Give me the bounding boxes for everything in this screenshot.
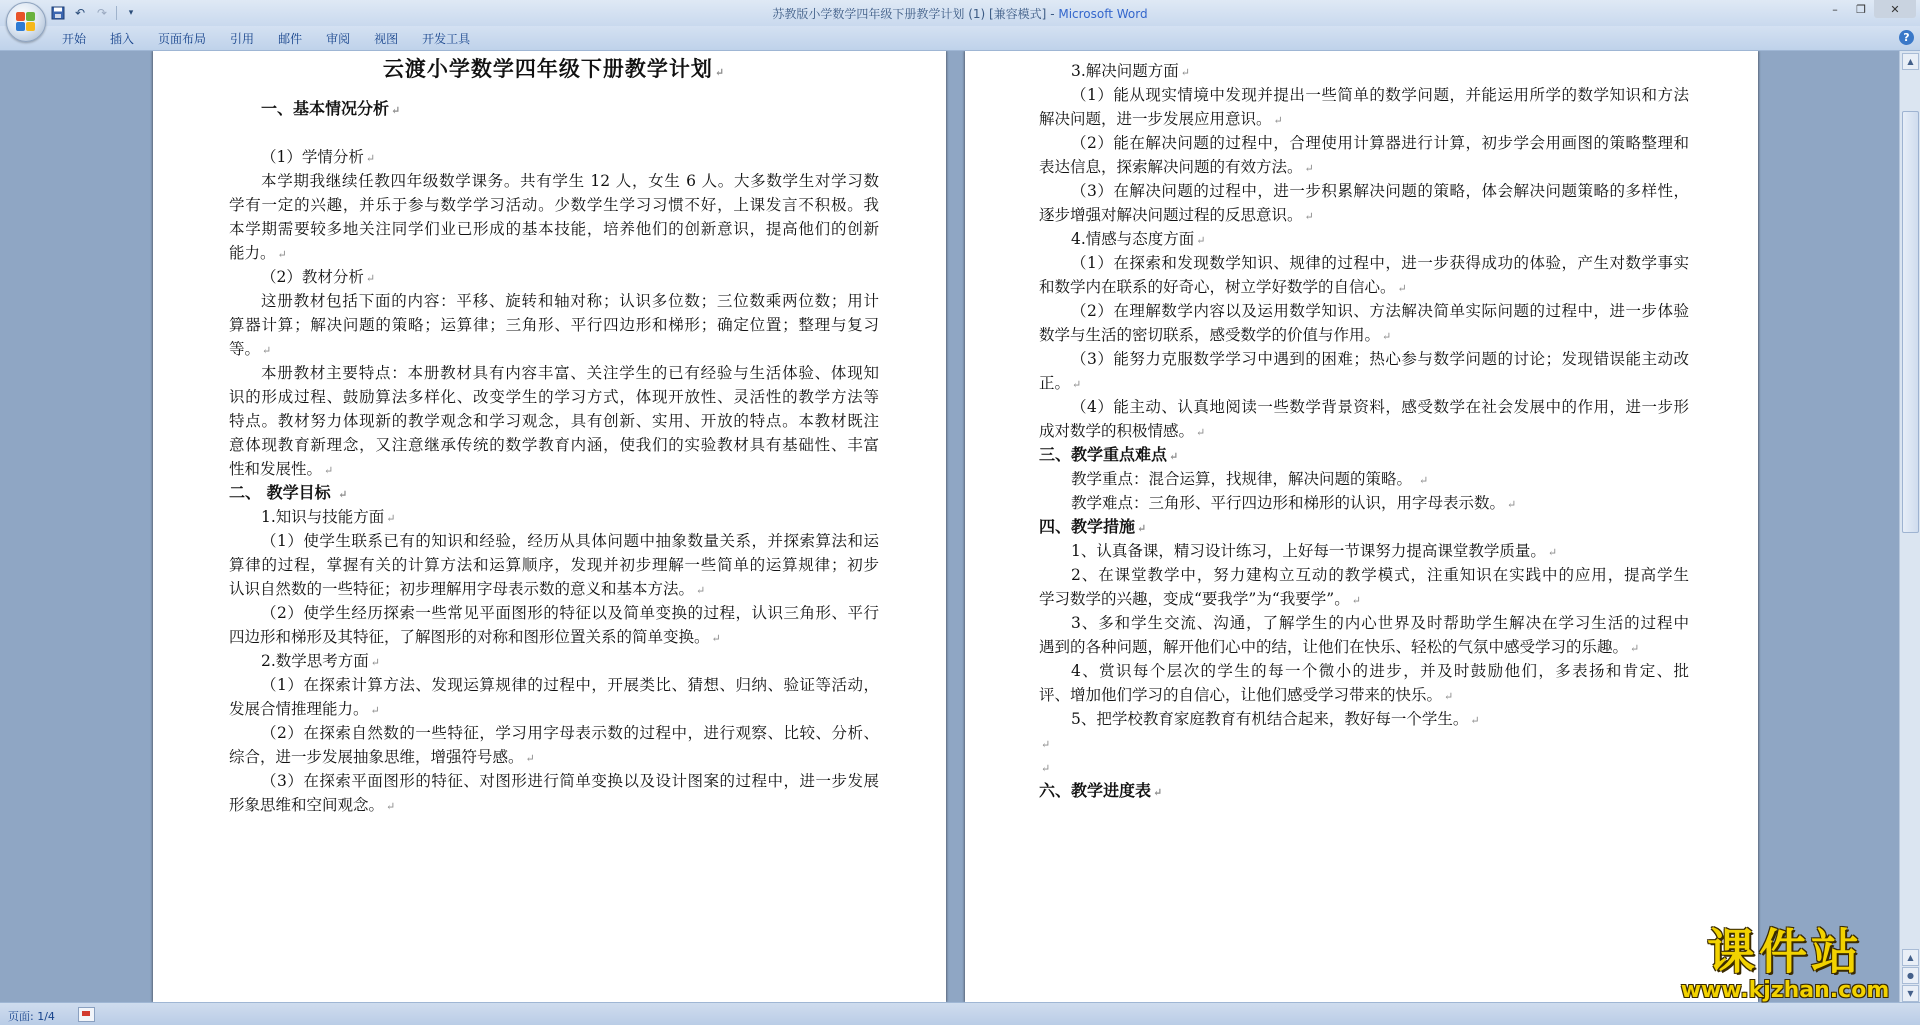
text-line — [1039, 299, 1689, 323]
text-line — [229, 793, 879, 817]
line-text — [229, 601, 879, 625]
ribbon-tab-bar — [0, 26, 1920, 51]
page-2-content — [1039, 59, 1689, 803]
line-text — [1039, 155, 1689, 181]
text-line — [229, 745, 879, 769]
line-content: 4、赏识每个层次的学生的每一个微小的进步，并及时鼓励他们，多表扬和肯定、批 — [1071, 662, 1689, 680]
paragraph-mark: ↵ — [262, 344, 272, 357]
paragraph-mark: ↵ — [1397, 282, 1407, 295]
line-text — [1039, 347, 1689, 371]
line-text — [229, 265, 879, 291]
line-text — [1039, 59, 1689, 85]
text-line — [229, 457, 879, 481]
blank-line — [1039, 755, 1689, 779]
title-bar — [0, 0, 1920, 27]
line-content: 等。 — [229, 340, 261, 358]
paragraph-mark: ↵ — [1196, 426, 1206, 439]
line-content: （2）教材分析 — [261, 268, 364, 286]
line-text — [229, 457, 879, 483]
line-text — [1039, 251, 1689, 275]
line-content: （4）能主动、认真地阅读一些数学背景资料，感受数学在社会发展中的作用，进一步形 — [1071, 398, 1689, 416]
text-line — [1039, 323, 1689, 347]
line-text — [1039, 275, 1689, 301]
text-line — [229, 217, 879, 241]
qat-separator — [116, 6, 117, 20]
ribbon-tab[interactable]: 开始 — [62, 32, 87, 46]
line-content: 识的形成过程、鼓励算法多样化、改变学生的学习方式，体现开放性、灵活性的教学方法等 — [229, 388, 879, 406]
text-line — [1039, 203, 1689, 227]
text-line — [1039, 107, 1689, 131]
title-text: 云渡小学数学四年级下册教学计划 — [382, 56, 713, 81]
text-line — [1039, 347, 1689, 371]
office-button[interactable] — [6, 2, 46, 42]
paragraph-mark: ↵ — [1072, 378, 1082, 391]
ribbon-tab[interactable]: 审阅 — [326, 32, 351, 46]
ribbon-tab[interactable]: 邮件 — [278, 32, 303, 46]
status-bar — [0, 1002, 1920, 1025]
line-content: 四边形和梯形及其特征，了解图形的对称和图形位置关系的简单变换。 — [229, 628, 710, 646]
line-content: （2）在理解数学内容以及运用数学知识、方法解决简单实际问题的过程中，进一步体验 — [1071, 302, 1689, 320]
line-text — [229, 169, 879, 193]
line-text — [1039, 107, 1689, 133]
quick-access-toolbar — [50, 4, 139, 22]
line-text — [229, 673, 879, 697]
line-text — [1039, 611, 1689, 635]
paragraph-mark: ↵ — [1630, 642, 1640, 655]
line-content: 2.数学思考方面 — [261, 652, 369, 670]
line-text — [229, 625, 879, 651]
text-line — [1039, 563, 1689, 587]
line-text — [229, 577, 879, 603]
text-line — [229, 169, 879, 193]
text-line — [229, 649, 879, 673]
window-controls — [1822, 0, 1916, 20]
paragraph-mark: ↵ — [391, 104, 401, 117]
line-content: （3）在解决问题的过程中，进一步积累解决问题的策略，体会解决问题策略的多样性， — [1071, 182, 1689, 200]
text-line — [1039, 659, 1689, 683]
line-text — [1039, 443, 1689, 469]
line-content: 3.解决问题方面 — [1071, 62, 1179, 80]
paragraph-mark: ↵ — [1273, 114, 1283, 127]
text-line — [1039, 371, 1689, 395]
text-line — [229, 385, 879, 409]
line-content: （1）能从现实情境中发现并提出一些简单的数学问题，并能运用所学的数学知识和方法 — [1071, 86, 1689, 104]
line-content: （1）在探索计算方法、发现运算规律的过程中，开展类比、猜想、归纳、验证等活动， — [261, 676, 879, 694]
line-text — [229, 505, 879, 531]
line-text — [1039, 779, 1689, 805]
paragraph-mark: ↵ — [1196, 234, 1206, 247]
line-content: 4.情感与态度方面 — [1071, 230, 1195, 248]
scroll-up-icon[interactable]: ▲ — [1902, 53, 1919, 70]
line-content: 逐步增强对解决问题过程的反思意识。 — [1039, 206, 1303, 224]
text-line — [229, 577, 879, 601]
line-content: 发展合情推理能力。 — [229, 700, 369, 718]
text-line — [1039, 227, 1689, 251]
line-content: 本册教材主要特点：本册教材具有内容丰富、关注学生的已有经验与生活体验、体现知 — [261, 364, 879, 382]
text-line — [1039, 131, 1689, 155]
line-text — [1039, 467, 1689, 493]
text-line — [229, 625, 879, 649]
line-content: 2、在课堂教学中，努力建构立互动的教学模式，注重知识在实践中的应用，提高学生 — [1071, 566, 1689, 584]
redo-icon[interactable]: ↷ — [96, 6, 108, 20]
line-text — [229, 97, 879, 123]
blank-line — [229, 121, 879, 145]
line-text — [229, 385, 879, 409]
text-line — [1039, 275, 1689, 299]
line-content: 正。 — [1039, 374, 1071, 392]
paragraph-mark: ↵ — [1153, 786, 1163, 799]
line-content: 本学期我继续任教四年级数学课务。共有学生 12 人，女生 6 人。大多数学生对学习数 — [261, 172, 879, 190]
line-text — [1039, 491, 1689, 517]
vertical-scrollbar[interactable] — [1899, 51, 1920, 1002]
text-line — [229, 409, 879, 433]
line-content: 数学与生活的密切联系，感受数学的价值与作用。 — [1039, 326, 1381, 344]
line-content: 教学重点：混合运算，找规律，解决问题的策略。 — [1071, 470, 1417, 488]
line-text — [1039, 707, 1689, 733]
office-logo-icon — [16, 12, 36, 32]
line-content: 三、教学重点难点 — [1039, 445, 1168, 464]
text-line — [1039, 179, 1689, 203]
paragraph-mark: ↵ — [370, 704, 380, 717]
text-line — [229, 313, 879, 337]
line-text — [229, 337, 879, 363]
line-content: 学习数学的兴趣，变成“要我学”为“我要学”。 — [1039, 590, 1350, 608]
line-text — [1039, 731, 1689, 757]
line-content: 成对数学的积极情感。 — [1039, 422, 1195, 440]
page-count[interactable]: 页面: 1/4 — [8, 1010, 55, 1023]
paragraph-mark: ↵ — [1137, 522, 1147, 535]
section-heading — [229, 97, 879, 121]
line-text — [1039, 227, 1689, 253]
text-line — [229, 193, 879, 217]
line-content: 算器计算；解决问题的策略；运算律；三角形、平行四边形和梯形；确定位置；整理与复习 — [229, 316, 879, 334]
text-line — [1039, 539, 1689, 563]
paragraph-mark: ↵ — [1041, 738, 1051, 751]
paragraph-mark: ↵ — [696, 584, 706, 597]
line-content: （1）使学生联系已有的知识和经验，经历从具体问题中抽象数量关系，并探索算法和运 — [261, 532, 879, 550]
line-text — [1039, 203, 1689, 229]
line-content: （3）能努力克服数学学习中遇到的困难；热心参与数学问题的讨论；发现错误能主动改 — [1071, 350, 1689, 368]
line-text — [229, 793, 879, 819]
paragraph-mark: ↵ — [1180, 66, 1191, 79]
paragraph-mark: ↵ — [1470, 714, 1480, 727]
text-line — [229, 241, 879, 265]
text-line — [229, 529, 879, 553]
paragraph-mark: ↵ — [525, 752, 535, 765]
line-content: 形象思维和空间观念。 — [229, 796, 385, 814]
line-text — [229, 529, 879, 553]
watermark-logo — [1670, 925, 1900, 1005]
line-text — [229, 193, 879, 217]
text-line — [1039, 635, 1689, 659]
paragraph-mark: ↵ — [1169, 450, 1179, 463]
line-content: （1）学情分析 — [261, 148, 364, 166]
previous-page-icon[interactable]: ▲ — [1902, 949, 1919, 966]
paragraph-mark: ↵ — [324, 464, 334, 477]
section-heading — [229, 481, 879, 505]
text-line — [1039, 611, 1689, 635]
text-line — [1039, 59, 1689, 83]
paragraph-mark: ↵ — [365, 272, 376, 285]
text-line — [1039, 251, 1689, 275]
paragraph-mark: ↵ — [711, 632, 721, 645]
ribbon-tab[interactable]: 引用 — [230, 32, 255, 46]
line-content: （2）在探索自然数的一些特征，学习用字母表示数的过程中，进行观察、比较、分析、 — [261, 724, 879, 742]
text-line — [1039, 83, 1689, 107]
paragraph-mark: ↵ — [714, 66, 726, 79]
app-name: Microsoft Word — [1058, 7, 1148, 21]
help-icon[interactable]: ? — [1899, 30, 1914, 45]
line-content: 解决问题，进一步发展应用意识。 — [1039, 110, 1272, 128]
line-text — [229, 289, 879, 313]
line-content: （2）能在解决问题的过程中，合理使用计算器进行计算，初步学会用画图的策略整理和 — [1071, 134, 1689, 152]
ribbon-tabs — [50, 29, 482, 49]
line-content: 和数学内在联系的好奇心，树立学好数学的自信心。 — [1039, 278, 1396, 296]
text-line — [229, 265, 879, 289]
line-text — [229, 649, 879, 675]
line-content: 学有一定的兴趣，并乐于参与数学学习活动。少数学生学习习惯不好，上课发言不积极。我 — [229, 196, 879, 214]
line-content: 六、教学进度表 — [1039, 781, 1152, 800]
line-content: 1.知识与技能方面 — [261, 508, 385, 526]
text-line — [229, 697, 879, 721]
page-1[interactable] — [153, 51, 946, 1002]
ribbon-tab[interactable]: 视图 — [374, 32, 399, 46]
paragraph-mark: ↵ — [277, 248, 287, 261]
paragraph-mark: ↵ — [386, 800, 396, 813]
line-content: 这册教材包括下面的内容：平移、旋转和轴对称；认识多位数；三位数乘两位数；用计 — [261, 292, 879, 310]
line-text — [1039, 635, 1689, 661]
line-content: 二、 教学目标 — [229, 483, 337, 502]
line-content: 本学期需要较多地关注同学们业已形成的基本技能，培养他们的创新意识，提高他们的创新 — [229, 220, 879, 238]
ribbon-tab[interactable]: 开发工具 — [422, 32, 471, 46]
section-heading — [1039, 443, 1689, 467]
line-text — [1039, 179, 1689, 203]
ribbon-tab[interactable]: 页面布局 — [158, 32, 207, 46]
text-line — [229, 721, 879, 745]
line-text — [1039, 587, 1689, 613]
line-content: 遇到的各种问题，解开他们心中的结，让他们在快乐、轻松的气氛中感受学习的乐趣。 — [1039, 638, 1629, 656]
page-2[interactable] — [965, 51, 1758, 1002]
text-line — [1039, 491, 1689, 515]
restore-button[interactable]: ❐ — [1856, 2, 1866, 16]
line-text — [229, 769, 879, 793]
line-content: 5、把学校教育家庭教育有机结合起来，教好每一个学生。 — [1071, 710, 1469, 728]
line-content: 能力。 — [229, 244, 276, 262]
paragraph-mark: ↵ — [1507, 498, 1517, 511]
undo-icon[interactable]: ↶ — [74, 6, 86, 20]
text-line — [1039, 419, 1689, 443]
save-icon[interactable] — [50, 5, 66, 21]
line-text — [229, 409, 879, 433]
line-content: 认识自然数的一些特征；初步理解用字母表示数的意义和基本方法。 — [229, 580, 695, 598]
line-text — [229, 553, 879, 577]
line-text — [229, 481, 879, 507]
text-line — [1039, 707, 1689, 731]
customize-qat-icon[interactable]: ▾ — [128, 8, 134, 18]
line-text — [1039, 515, 1689, 541]
document-title-heading — [229, 53, 879, 85]
line-text — [229, 241, 879, 267]
next-page-icon[interactable]: ▼ — [1902, 985, 1919, 1002]
title-separator: - — [1046, 7, 1059, 21]
line-text — [229, 313, 879, 337]
close-button[interactable]: ✕ — [1874, 0, 1916, 18]
text-line — [229, 673, 879, 697]
watermark-url: www.kjzhan.com — [1680, 978, 1890, 1003]
line-content: （2）使学生经历探索一些常见平面图形的特征以及简单变换的过程，认识三角形、平行 — [261, 604, 879, 622]
line-text — [1039, 755, 1689, 781]
line-text — [1039, 659, 1689, 683]
line-content: 一、基本情况分析 — [261, 99, 390, 118]
paragraph-mark: ↵ — [1351, 594, 1361, 607]
text-line — [1039, 683, 1689, 707]
section-heading — [1039, 779, 1689, 803]
minimize-button[interactable]: – — [1832, 2, 1838, 16]
line-text — [1039, 563, 1689, 587]
line-text — [229, 145, 879, 171]
line-text — [1039, 395, 1689, 419]
line-text — [1039, 83, 1689, 107]
paragraph-mark: ↵ — [1418, 474, 1429, 487]
line-content: 评、增加他们学习的自信心，让他们感受学习带来的快乐。 — [1039, 686, 1443, 704]
paragraph-mark: ↵ — [1304, 162, 1314, 175]
text-line — [229, 289, 879, 313]
line-text — [1039, 131, 1689, 155]
text-line — [229, 433, 879, 457]
browse-object-icon[interactable]: ● — [1902, 967, 1919, 984]
line-content: （1）在探索和发现数学知识、规律的过程中，进一步获得成功的体验，产生对数学事实 — [1071, 254, 1689, 272]
window-title — [0, 5, 1920, 22]
text-line — [229, 553, 879, 577]
line-content: 算律的过程，掌握有关的计算方法和运算顺序，发现并初步理解一些简单的运算规律；初步 — [229, 556, 879, 574]
text-line — [229, 337, 879, 361]
page-1-content — [229, 53, 879, 817]
line-content: 性和发展性。 — [229, 460, 323, 478]
paragraph-mark: ↵ — [1382, 330, 1392, 343]
line-text — [1039, 419, 1689, 445]
line-text — [229, 697, 879, 723]
line-content: 表达信息，探索解决问题的有效方法。 — [1039, 158, 1303, 176]
line-text — [1039, 683, 1689, 709]
ribbon-tab[interactable]: 插入 — [110, 32, 135, 46]
paragraph-mark: ↵ — [338, 488, 348, 501]
line-text — [229, 433, 879, 457]
line-text — [229, 361, 879, 385]
line-text — [1039, 323, 1689, 349]
blank-line — [1039, 731, 1689, 755]
paragraph-mark: ↵ — [365, 152, 376, 165]
line-content: 3、多和学生交流、沟通，了解学生的内心世界及时帮助学生解决在学习生活的过程中 — [1071, 614, 1689, 632]
line-content: 1、认真备课，精习设计练习，上好每一节课努力提高课堂教学质量。 — [1071, 542, 1546, 560]
watermark-main-text: 课件站 — [1706, 924, 1863, 980]
paragraph-mark: ↵ — [1304, 210, 1314, 223]
scroll-thumb[interactable] — [1902, 111, 1919, 533]
line-content: 教学难点：三角形、平行四边形和梯形的认识，用字母表示数。 — [1071, 494, 1506, 512]
paragraph-mark: ↵ — [1547, 546, 1558, 559]
line-content: 意体现教育新理念，又注意继承传统的数学教育内涵，使我们的实验教材具有基础性、丰富 — [229, 436, 879, 454]
line-text — [229, 721, 879, 745]
line-content: 特点。教材努力体现新的教学观念和学习观念，具有创新、实用、开放的特点。本教材既注 — [229, 412, 879, 430]
text-line — [1039, 587, 1689, 611]
line-content: 四、教学措施 — [1039, 517, 1136, 536]
text-line — [1039, 467, 1689, 491]
line-text — [229, 217, 879, 241]
line-text — [1039, 299, 1689, 323]
document-area — [0, 51, 1900, 1002]
line-content: 综合，进一步发展抽象思维，增强符号感。 — [229, 748, 524, 766]
paragraph-mark: ↵ — [1041, 762, 1051, 775]
line-text — [1039, 371, 1689, 397]
text-line — [229, 601, 879, 625]
paragraph-mark: ↵ — [386, 512, 396, 525]
text-line — [1039, 155, 1689, 179]
paragraph-mark: ↵ — [1444, 690, 1454, 703]
line-text — [229, 745, 879, 771]
text-line — [229, 361, 879, 385]
proofing-icon[interactable] — [78, 1007, 95, 1022]
text-line — [1039, 395, 1689, 419]
line-content: （3）在探索平面图形的特征、对图形进行简单变换以及设计图案的过程中，进一步发展 — [261, 772, 879, 790]
text-line — [229, 505, 879, 529]
document-title: 苏教版小学数学四年级下册教学计划 (1) [兼容模式] — [772, 7, 1047, 21]
paragraph-mark: ↵ — [370, 656, 381, 669]
section-heading — [1039, 515, 1689, 539]
line-text — [1039, 539, 1689, 565]
text-line — [229, 769, 879, 793]
text-line — [229, 145, 879, 169]
